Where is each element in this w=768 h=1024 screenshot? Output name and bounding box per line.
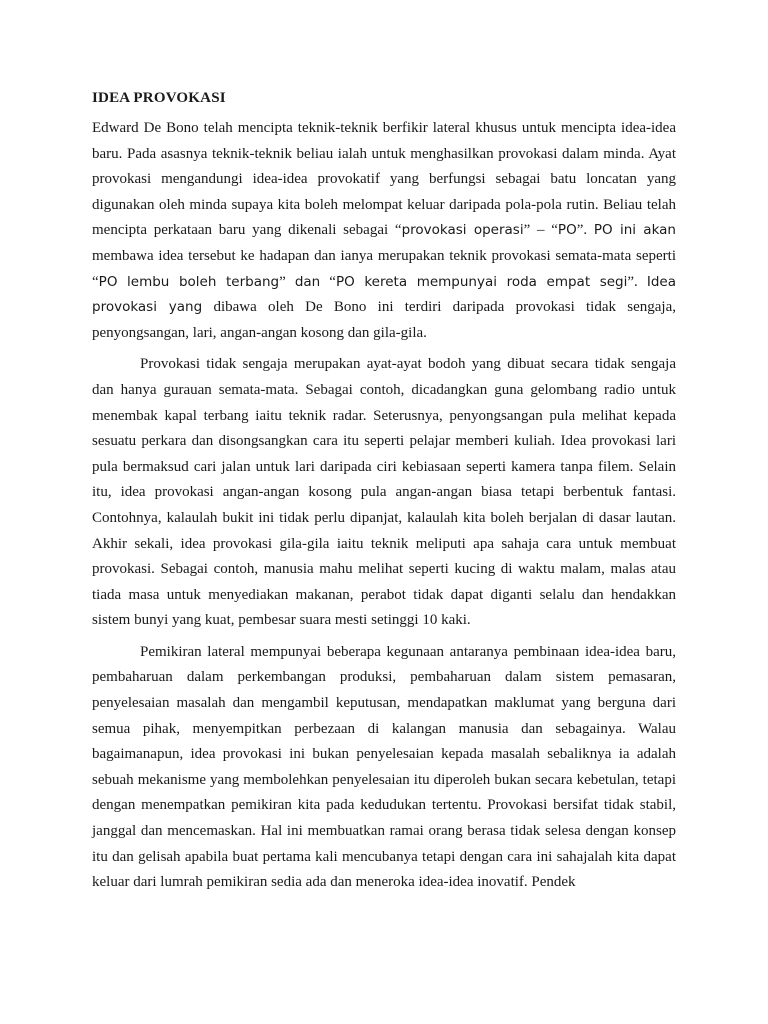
example-po-lembu: PO lembu boleh terbang (98, 273, 280, 290)
paragraph-1-text-a: Edward De Bono telah mencipta teknik-teknik berfikir lateral khusus untuk mencipta idea-idea baru. Pada asasnya teknik-teknik beliau ialah untuk menghasilkan provokasi dalam minda. Ayat provokasi mengandungi idea-idea provokatif yang berfungsi sebagai batu loncatan yang digunakan oleh minda supaya kita boleh melompat keluar daripada pola-pola rutin. Beliau telah mencipta perkataan baru yang dikenali sebagai “ (92, 120, 676, 239)
paragraph-3: Pemikiran lateral mempunyai beberapa kegunaan antaranya pembinaan idea-idea baru, pembaharuan dalam perkembangan produksi, pembaharuan dalam sistem pemasaran, penyelesaian masalah dan mengambil keputusan, mendapatkan maklumat yang berguna dari semua pihak, menyempitkan perbezaan di kalangan manusia dan sebagainya. Walau bagaimanapun, idea provokasi ini bukan penyelesaian kepada masalah sebaliknya ia adalah sebuah mekanisme yang membolehkan penyelesaian itu diperoleh bukan secara kebetulan, tetapi dengan menempatkan pemikiran kita pada kedudukan tertentu. Provokasi bersifat tidak stabil, janggal dan mencemaskan. Hal ini membuatkan ramai orang berasa tidak selesa dengan konsep itu dan gelisah apabila buat pertama kali mencubanya tetapi dengan cara ini sahajalah kita dapat keluar dari lumrah pemikiran sedia ada dan meneroka idea-idea inovatif. Pendek (92, 643, 676, 891)
example-po-kereta: PO kereta mempunyai roda empat segi (335, 273, 628, 290)
paragraph-2: Provokasi tidak sengaja merupakan ayat-ayat bodoh yang dibuat secara tidak sengaja dan hanya gurauan semata-mata. Sebagai contoh, dicadangkan guna gelombang radio untuk menembak kapal terbang iaitu teknik radar. Seterusnya, penyongsangan pula melihat kepada sesuatu perkara dan disongsangkan cara itu seperti pelajar memberi kuliah. Idea provokasi lari pula bermaksud cari jalan untuk lari daripada ciri kebiasaan seperti kamera tanpa filem. Selain itu, idea provokasi angan-angan kosong pula angan-angan biasa tetapi berbentuk fantasi. Contohnya, kalaulah bukit ini tidak perlu dipanjat, kalaulah kita boleh berjalan di dasar lautan. Akhir sekali, idea provokasi gila-gila iaitu teknik meliputi apa sahaja cara untuk membuat provokasi. Sebagai contoh, manusia mahu melihat seperti kucing di waktu malam, malas atau tiada masa untuk menyediakan makanan, perabot tidak dapat diganti selalu dan hendakkan sistem bunyi yang kuat, pembesar suara mesti setinggi 10 kaki. (92, 356, 676, 629)
paragraph-1-sans-c: PO ini akan (593, 222, 676, 239)
document-body (92, 86, 676, 902)
paragraph-1-text-f: “ (320, 273, 336, 290)
paragraph-1-text-g: ”. (627, 273, 647, 290)
paragraph-1-text-c: ”. (576, 222, 594, 239)
paragraph-1 (92, 116, 676, 346)
paragraph-1-text-h: dibawa oleh De Bono ini terdiri daripada provokasi tidak sengaja, penyongsangan, lari, angan-angan kosong dan gila-gila. (92, 299, 676, 341)
document-title: IDEA PROVOKASI (92, 90, 226, 106)
paragraph-1-sans-idea: Idea provokasi yang (92, 273, 676, 316)
paragraph-1-text-b: ” – “ (523, 222, 558, 239)
term-provokasi-operasi: provokasi operasi (401, 222, 524, 239)
paragraph-1-text-e: ” (279, 273, 295, 290)
term-po: PO (557, 222, 577, 239)
paragraph-1-text-d: membawa idea tersebut ke hadapan dan ianya merupakan teknik provokasi semata-mata seperti “ (92, 247, 676, 290)
paragraph-1-sans-dan: dan (294, 273, 321, 290)
